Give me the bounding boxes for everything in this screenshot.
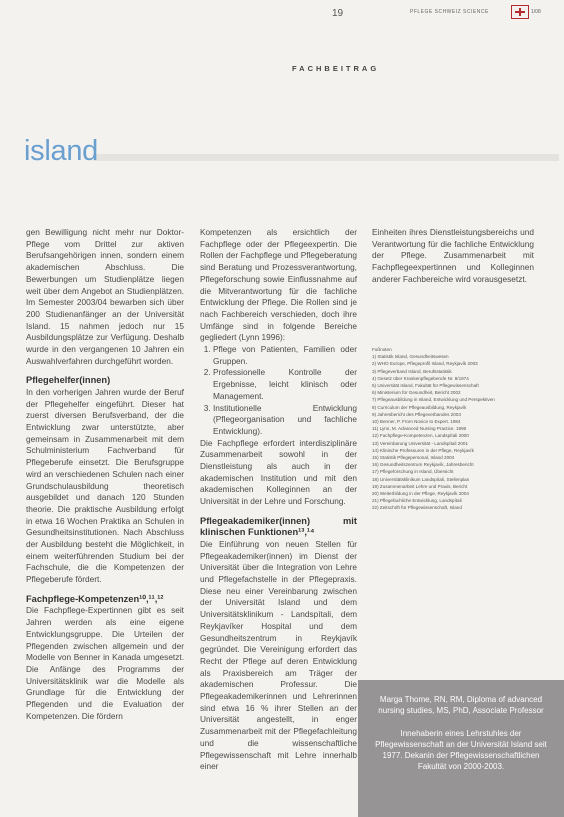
numbered-list <box>200 344 357 438</box>
footnote-line: 10) Benner, P. From Novice to Expert. 1984 <box>372 419 461 425</box>
title-rule <box>93 154 559 161</box>
footnote-line: 9) Jahresbericht des Pflegeverbandes 2003 <box>372 411 461 417</box>
footnote-line: Fußnoten <box>372 347 392 352</box>
author-bio-box <box>358 680 564 817</box>
footnote-line: 22) Zeitschrift für Pflegewissenschaft, Island <box>372 505 462 511</box>
journal-name: PFLEGE SCHWEIZ SCIENCE <box>410 9 489 15</box>
list-item: 3. Institutionelle Entwicklung (Pflegeorganisation und fachliche Entwicklung). <box>213 403 357 438</box>
footnote-line: 6) Ministerium für Gesundheit, Bericht 2002 <box>372 390 461 396</box>
footnote-line: 19) Zusammenarbeit Lehre und Praxis, Bericht <box>372 483 468 489</box>
paragraph: Kompetenzen als ersichtlich der Fachpflege oder der Pflegeexpertin. Die Rollen der Fachpflege und Pflegeberatung sind Beratung und Prozessverantwortung, Pflegeforschung sowie Einflussnahme auf die Mitverantwortung für die fachliche Entwicklung der Pflege. Die Rollen sind je nach Fachbereich verschieden, doch ihre Umfänge sind in folgende Bereiche gegliedert (Lynn 1996): <box>200 227 357 343</box>
paragraph: Die Fachpflege-Expertinnen gibt es seit Jahren werden als eine eigene Entwicklungsgruppe. Die Urteilen der Pflegenden zwischen allgemein und der Modelle von Benner in Kanada umgesetzt. Die Anfänge des Programms der Universitätsklinik war die Modelle als Grundlage für die Entwicklung der Pflegenden und die Evaluation der Kompetenzen. Die fördern <box>26 605 184 721</box>
text-column-3 <box>372 227 534 297</box>
footnote-line: 7) Pflegeausbildung in Island, Entwicklung und Perspektiven <box>372 397 495 403</box>
issue-code: 1/08 <box>531 9 541 15</box>
footnote-line: 14) Klinische Professuren in der Pflege, Reykjavík <box>372 447 474 453</box>
paragraph: gen Bewilligung nicht mehr nur Doktor-Pflege vom Drittel zur aktiven Berufsangehörigen innen, sondern einem akademischen Abschluss. Die Bewerbungen um Studienplätze liegen weit über dem Angebot an Studienplätzen. Im Semester 2003/04 bewarben sich über 200 Studienanfänger an der Universität Island. 15 nahmen jedoch nur 15 Ausbildungsplätze zur Verfügung. Deshalb wurde in den vergangenen 10 Jahren ein Auswahlverfahren durchgeführt worden. <box>26 227 184 366</box>
subheading: Pflegehelfer(innen) <box>26 375 111 386</box>
footnote-line: 1) Statistik Island, Gesundheitswesen <box>372 354 449 360</box>
footnote-line: 20) Weiterbildung in der Pflege, Reykjavík 2004 <box>372 491 469 497</box>
footnote-line: 8) Curriculum der Pflegeausbildung, Reykjavík <box>372 404 467 410</box>
list-item: 2. Professionelle Kontrolle der Ergebnisse, leicht klinisch oder Management. <box>213 367 357 402</box>
footnote-line: 21) Pflegefachliche Entwicklung, Landspítali <box>372 498 462 504</box>
cross-logo-icon <box>511 5 529 19</box>
footnote-line: 12) Fachpflege-Kompetenzen, Landspítali 2000 <box>372 433 469 439</box>
footnote-line: 18) Universitätsklinikum Landspítali, Stellenplan <box>372 476 470 482</box>
author-description: Innehaberin eines Lehrstuhles der Pflegewissenschaft an der Universität Island seit 1977. Dekanin der Pflegewissenschaftlichen Fakultät von 2000-2003. <box>375 729 547 771</box>
page-number: 19 <box>332 8 344 19</box>
paragraph: In den vorherigen Jahren wurde der Beruf der Pflegehelfer eingeführt. Dieser hat zuerst diversen Berufsverband, der die Entwicklung zwar unterstützte, aber gemeinsam in Zusammenarbeit mit dem Schulministerium Fachverband für Pflegeberufe einsetzt. Die Berufsgruppe wird an verschiedenen Schulen nach einer Grundschulausbildung theoretisch ausgebildet und danach 120 Stunden theorie. Die praktische Ausbildung erfolgt in etwa 16 Wochen Praktika an Schulen in Gesundheitsinstitutionen. Nach Abschluss der Ausbildung besteht die Möglichkeit, in einem weiterführenden Studium bei der Fachschule, die die Kompetenzen der Pflegeberufe fördert. <box>26 386 184 585</box>
text-column-2 <box>200 227 357 817</box>
section-label: FACHBEITRAG <box>292 64 380 73</box>
paragraph: Die Einführung von neuen Stellen für Pflegeakademiker(innen) im Dienst der Universität über die Integration von Lehre und Pflegefachstelle in der Pflegepraxis. Diese neu einer Vereinbarung zwischen der Universität Island und dem Universitätsklinikum - Landspítali, dem Reykjavíker Hospital und dem Gesundheitszentrum in Reykjavík gegründet. Die Vereinigung erfordert das Recht der Pflege auf deren Entwicklung als Praxisbereich am Träger der akademischen Professur. Die Pflegeakademikerinnen und Lehrerinnen sind etwa 16 % ihrer Stellen an der Universität angestellt, in enger Zusammenarbeit mit der Pflegefachleitung und die wissenschaftliche Pflegewissenschaft mit Lehre innerhalb einer <box>200 538 357 772</box>
subheading: Pflegeakademiker(innen) mit klinischen Funktionen¹³,¹⁴ <box>200 515 357 538</box>
footnote-line: 5) Universität Island, Fakultät für Pflegewissenschaft <box>372 383 479 389</box>
footnote-line: 2) WHO Europe, Pflegeprofil Island, Reykjavík 2003 <box>372 361 478 367</box>
paragraph: Einheiten ihres Dienstleistungsbereichs und Verantwortung für die fachliche Entwicklung der Pflege. Zusammenarbeit mit Fachpflegeexpertinnen und Kolleginnen anderer Fachbereiche wird vorausgesetzt. <box>372 227 534 284</box>
article-title: island <box>24 135 98 167</box>
author-name: Marga Thome, RN, RM, Diploma of advanced nursing studies, MS, PhD, Associate Professor <box>378 695 544 715</box>
footnotes-list <box>372 346 534 664</box>
subheading: Fachpflege-Kompetenzen¹⁰,¹¹,¹² <box>26 593 164 604</box>
footnote-line: 4) Gesetz über Krankenpflegeberufe Nr. 8/1974 <box>372 375 469 381</box>
footnote-line: 13) Vereinbarung Universität - Landspítali 2001 <box>372 440 469 446</box>
text-column-1 <box>26 227 184 817</box>
list-item: 1. Pflege von Patienten, Familien oder Gruppen. <box>213 344 357 367</box>
footnote-line: 15) Statistik Pflegepersonal, Island 2004 <box>372 455 455 461</box>
paragraph: Die Fachpflege erfordert interdisziplinäre Zusammenarbeit sowohl in der Dienstleistung als auch in der akademischen Institution und mit den akademischen Kolleginnen an der Universität in der Lehre und Forschung. <box>200 437 357 507</box>
footnote-line: 16) Gesundheitszentrum Reykjavík, Jahresbericht <box>372 462 474 468</box>
footnote-line: 3) Pflegeverband Island, Berufsstatistik <box>372 368 452 374</box>
footnote-line: 17) Pflegeforschung in Island, Übersicht <box>372 469 454 475</box>
footnote-line: 11) Lynn, M. Advanced Nursing Practice. 1996 <box>372 426 467 432</box>
